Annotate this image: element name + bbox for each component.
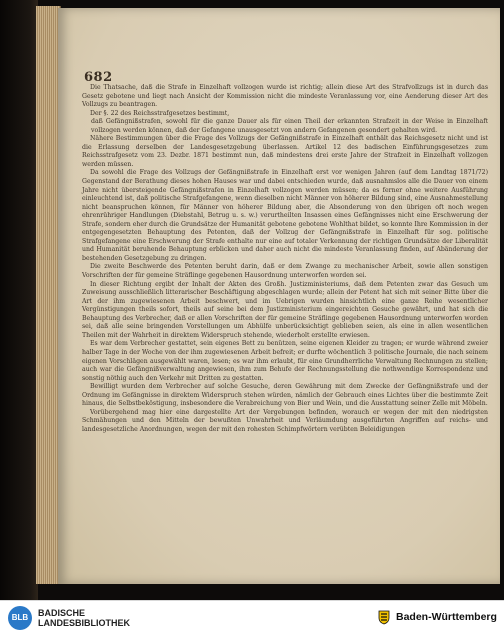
blb-logo[interactable]: BLB [8, 606, 32, 630]
page-body-text [82, 84, 488, 582]
body-paragraph: Der §. 22 des Reichsstrafgesetzes bestimmt, [90, 109, 230, 117]
body-paragraph: Bewilligt wurden dem Verbrecher auf solche Gesuche, deren Gewährung mit dem Zwecke der Gefängnißstrafe und der Ordnung im Gefängnisse in direktem Widerspruch stehen würden, nämlich der Gebrauch eines Lichtes über die bestimmte Zeit hinaus, die Selbstbeköstigung, insbesondere die Verabreichung von Bier und Wein, und die Ausstattung seiner Zelle mit Möbeln. [82, 383, 488, 408]
body-paragraph: Die Thatsache, daß die Strafe in Einzelhaft vollzogen wurde ist richtig; allein diese Art des Strafvollzugs ist in durch das Gesetz gebotene und liegt nach Ansicht der Kommission nicht die mindeste Veranlassung vor, eine Aenderung dieser Art des Vollzugs zu beantragen. [82, 84, 488, 109]
body-paragraph: Vorübergehend mag hier eine dargestellte Art der Vergebungen befinden, worauch er wegen der mit den niedrigsten Schmähungen und den Mitteln der bewußten Unwahrheit und Verläumdung ausgeführten Angriffen auf reichs- und landesgesetzliche Anordnungen, wegen der mit den rohesten Schimpfwörtern verübten Beleidigungen [82, 408, 488, 433]
page-number: 682 [84, 70, 113, 85]
footer-bar [0, 600, 504, 634]
lions-crest-icon [378, 609, 390, 625]
body-paragraph: In dieser Richtung ergibt der Inhalt der Akten des Großh. Justizministeriums, daß dem Petenten zwar das Gesuch um Zuweisung ausschließlich litterarischer Beschäftigung abgeschlagen wurde; allein der Petent hat sich mit seiner Bitte über die Art der ihm zugewiesenen Arbeit beschwert, und im Uebrigen wurden hinsichtlich eine ganze Reihe wesentlicher Vergünstigungen theils sofort, theils auf seine bei dem Justizministerium eingereichten Gesuche gewährt, und hat sich die Behauptung des Verbrecher, daß er allen Vorschriften der für gemeine Sträflinge gegebenen Hausordnung unterworfen worden sei, daß alle seine bringenden Vorstellungen um Abhülfe unberücksichtigt geblieben seien, als eine in allen wesentlichen Theilen mit der Wahrheit in direktem Widerspruch stehende, wiederholt erstellte erwiesen. [82, 280, 488, 339]
blb-name-line2: LANDESBIBLIOTHEK [38, 618, 130, 628]
body-paragraph: Es war dem Verbrecher gestattet, sein eigenes Bett zu benützen, seine eigenen Kleider zu tragen; er wurde während zweier halber Tage in der Woche von der ihm zugewiesenen Arbeit befreit; er durfte wöchentlich 3 politische Journale, die nach seinem eigenen Vorschlägen ausgewählt waren, lesen; es war ihm erlaubt, für eine Grundherrliche Verwaltung Rechnungen zu stellen; auch war die Gefängnißverwaltung angewiesen, ihm zum Behufe der Rechnungsstellung die nothwendige Korrespondenz und sonstig nöthig auch den Verkehr mit Dritten zu gestatten. [82, 340, 488, 382]
body-paragraph: Die zweite Beschwerde des Petenten beruht darin, daß er dem Zwange zu mechanischer Arbeit, sowie allen sonstigen Vorschriften der für gemeine Sträflinge gegebenen Hausordnung unterworfen worden sei. [82, 263, 488, 280]
body-paragraph: Nähere Bestimmungen über die Frage des Vollzugs der Gefängnißstrafe in Einzelhaft enthält das Reichsgesetz nicht und ist die Erlassung derselben der Landesgesetzgebung überlassen. Artikel 12 des badischen Einführungsgesetzes zum Reichsstrafgesetz vom 23. Dezbr. 1871 bestimmt nun, daß mindestens drei erste Jahre der Strafzeit in Einzelhaft vollzogen werden müssen. [82, 135, 488, 168]
baden-wuerttemberg-label[interactable]: Baden-Württemberg [396, 611, 497, 623]
blb-name-line1: BADISCHE [38, 608, 86, 618]
body-paragraph: Da sowohl die Frage des Vollzugs der Gefängnißstrafe in Einzelhaft erst vor wenigen Jahren (auf dem Landtag 1871/72) Gegenstand der Berathung dieses hohen Hauses war und dabei entschieden wurde, daß ausnahmslos alle die Dauer von einem Jahre nicht übersteigende Gefängnißstrafen in Einzelhaft vollzogen werden müssen; da es ferner ohne weitere Ausführung einleuchtend ist, daß politische Strafgefangene, wenn dieselben nicht Männer von höherer Bildung sind, eine Ausnahmestellung nicht beanspruchen können, für Männer von höherer Bildung aber, die Absonderung von den übrigen oft noch wegen ehrenrühriger Handlungen (Diebstahl, Betrug u. s. w.) verurtheilten Insassen eines Gefängnisses nicht eine Erschwerung der Strafe, sondern eher durch die Grundsätze der Humanität gebotene gebotene Wohlthat bildet, so konnte Ihre Kommission in der entgegengesetzten Behauptung des Petenten, daß der Vollzug der Gefängnißstrafe in Einzelhaft für sog. politische Strafgefangene eine Erschwerung der Strafe enthalte nur eine auf totaler Verkennung der richtigen Grundsätze der Liberalität und Humanität beruhende Behauptung erblicken und daher auch nicht die mindeste Veranlassung finden, auf Abänderung der bestehenden Gesetzgebung zu dringen. [82, 169, 488, 262]
blb-name[interactable] [38, 608, 130, 628]
book-cover [0, 0, 38, 600]
body-paragraph: daß Gefängnißstrafen, sowohl für die ganze Dauer als für einen Theil der erkannten Strafzeit in der Weise in Einzelhaft vollzogen werden können, daß der Gefangene unausgesetzt von andern Gefangenen gesondert gehalten wird. [91, 118, 488, 134]
